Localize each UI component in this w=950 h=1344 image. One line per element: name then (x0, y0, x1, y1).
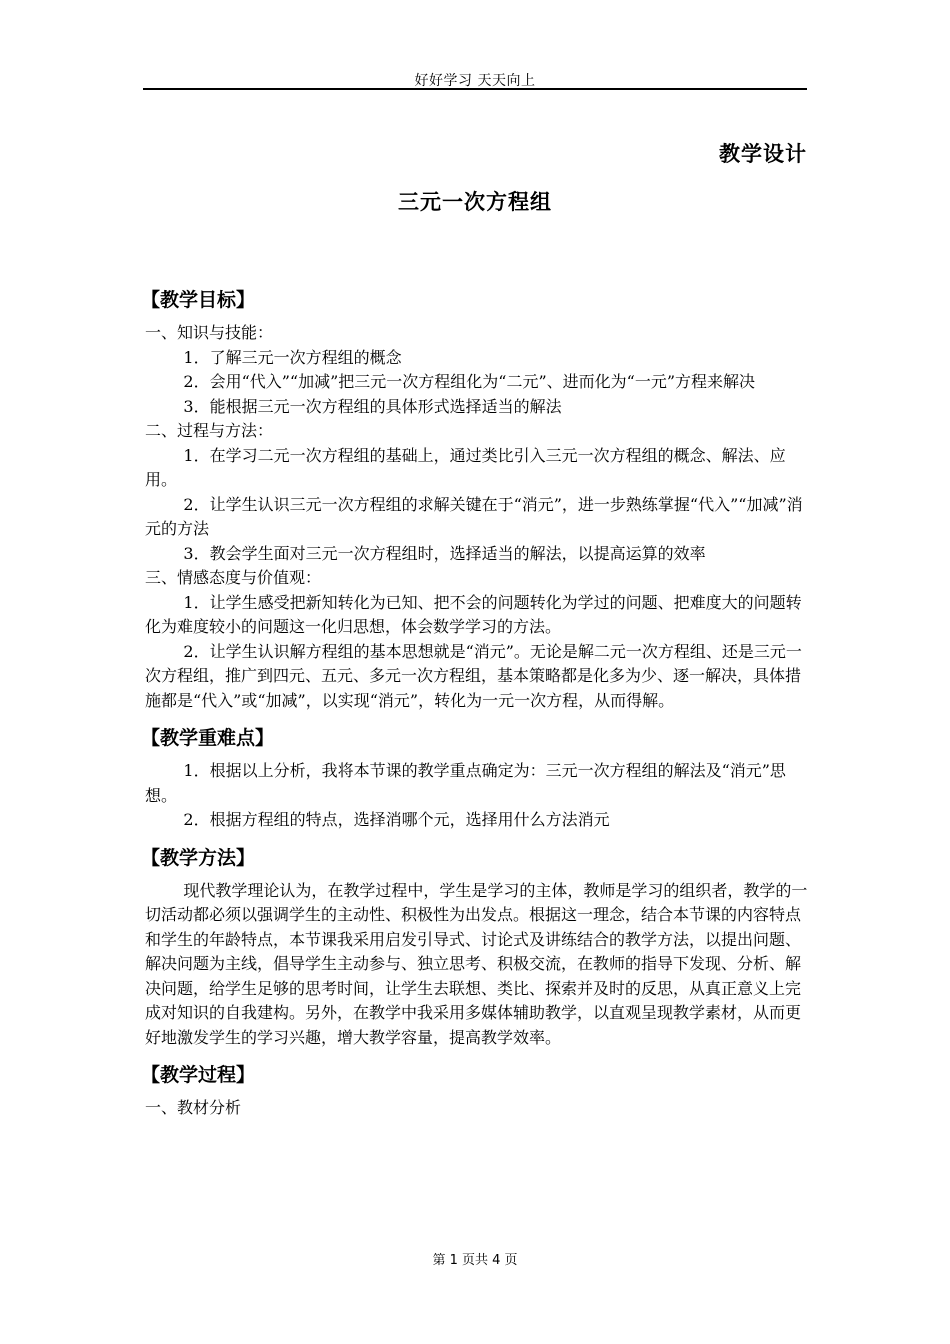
goals-part2-title: 二、过程与方法： (145, 421, 274, 440)
section-heading-methods: 【教学方法】 (141, 846, 256, 869)
document-type-label: 教学设计 (719, 142, 807, 166)
goals-part3-title: 三、情感态度与价值观： (145, 568, 322, 587)
section-heading-goals: 【教学目标】 (141, 289, 256, 311)
goals-part1-item: 3．能根据三元一次方程组的具体形式选择适当的解法 (183, 396, 562, 416)
document-title: 三元一次方程组 (398, 190, 552, 214)
page-header: 好好学习 天天向上 (414, 73, 536, 89)
goals-part1-item: 1．了解三元一次方程组的概念 (183, 347, 402, 367)
goals-part2-item: 2．让学生认识三元一次方程组的求解关键在于“消元”，进一步熟练掌握“代入”“加减”消元的方法 (145, 494, 803, 538)
header-divider (143, 88, 807, 90)
methods-paragraph: 现代教学理论认为，在教学过程中，学生是学习的主体，教师是学习的组织者，教学的一切活动都必须以强调学生的主动性、积极性为出发点。根据这一理念，结合本节课的内容特点和学生的年龄特点，本节课我采用启发引导式、讨论式及讲练结合的教学方法，以提出问题、解决问题为主线，倡导学生主动参与、独立思考、积极交流，在教师的指导下发现、分析、解决问题，给学生足够的思考时间，让学生去联想、类比、探索并及时的反思，从真正意义上完成对知识的自我建构。另外，在教学中我采用多媒体辅助教学，以直观呈现教学素材，从而更好地激发学生的学习兴趣，增大教学容量，提高教学效率。 (145, 880, 808, 1047)
goals-part1-title: 一、知识与技能： (145, 323, 274, 342)
document-body (141, 285, 813, 1121)
page-footer: 第 1 页共 4 页 (432, 1253, 518, 1268)
goals-part2-item: 1．在学习二元一次方程组的基础上，通过类比引入三元一次方程组的概念、解法、应用。 (145, 445, 786, 489)
goals-part1-item: 2．会用“代入”“加减”把三元一次方程组化为“二元”、进而化为“一元”方程来解决 (183, 372, 756, 391)
process-item: 一、教材分析 (145, 1098, 242, 1117)
section-heading-process: 【教学过程】 (141, 1064, 256, 1086)
goals-part2-item: 3．教会学生面对三元一次方程组时，选择适当的解法，以提高运算的效率 (183, 543, 706, 563)
goals-part3-item: 2．让学生认识解方程组的基本思想就是“消元”。无论是解二元一次方程组、还是三元一次方程组，推广到四元、五元、多元一次方程组，基本策略都是化多为少、逐一解决，具体措施都是“代入”或“加减”，以实现“消元”，转化为一元一次方程，从而得解。 (145, 641, 802, 710)
key-point-item: 1．根据以上分析，我将本节课的教学重点确定为：三元一次方程组的解法及“消元”思想。 (145, 761, 786, 805)
goals-part3-item: 1．让学生感受把新知转化为已知、把不会的问题转化为学过的问题、把难度大的问题转化为难度较小的问题这一化归思想，体会数学学习的方法。 (145, 592, 802, 636)
section-heading-key-points: 【教学重难点】 (141, 727, 275, 749)
key-point-item: 2．根据方程组的特点，选择消哪个元，选择用什么方法消元 (183, 810, 610, 829)
